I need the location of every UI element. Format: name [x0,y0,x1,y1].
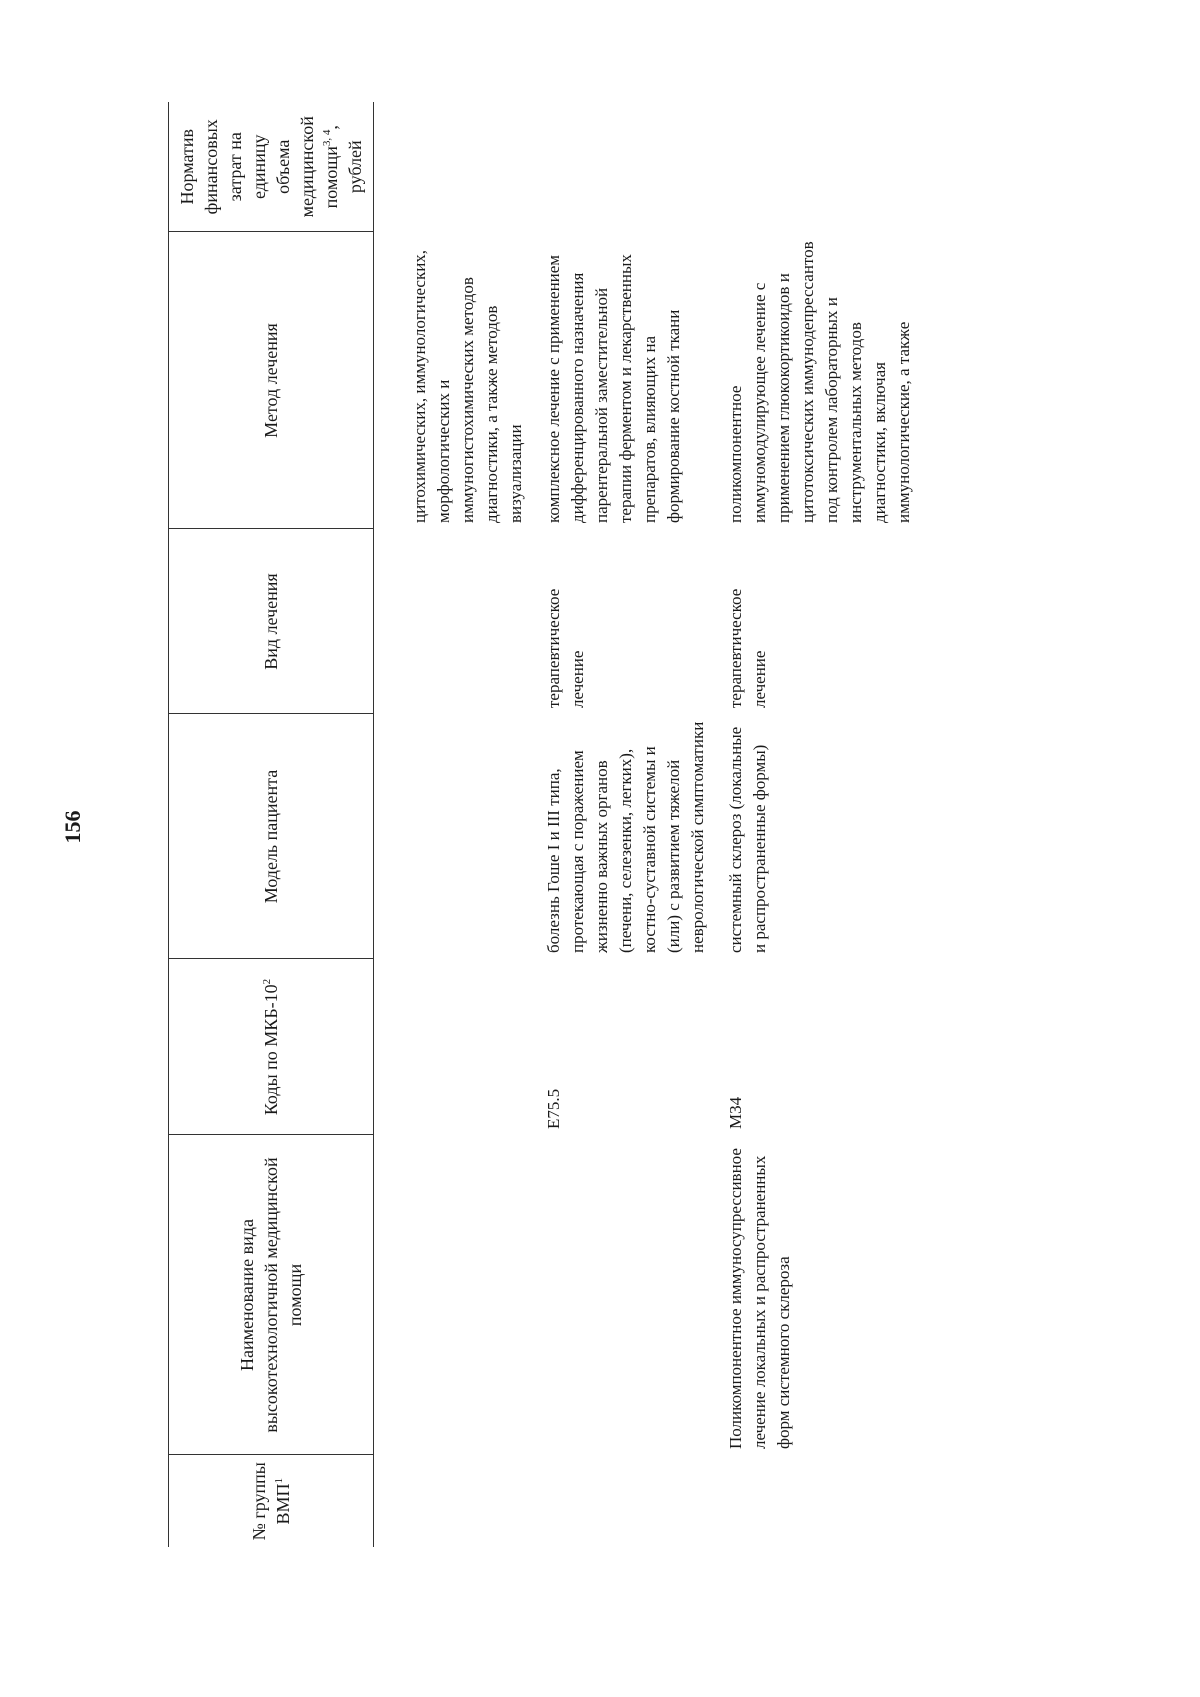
header-norm-sup: 3, 4 [321,129,333,147]
cell-method: поликомпонентное иммуномодулирующее лечение с применением глюкокортикоидов и цитотоксических иммунодепрессантов под контролем лабораторных и инструментальных методов диагностики, включая иммунологические, а также [726,241,913,523]
table-header-row [169,102,374,1547]
page-number: 156 [60,810,85,844]
table-row [720,102,926,1547]
cell-codes: M34 [726,1096,745,1129]
cell-name [538,1135,720,1455]
cell-norm [404,102,538,232]
table-row [404,102,538,1547]
spacer-row [374,102,405,1547]
header-norm-text: Норматив финансовых затрат на единицу объема медицинской помощи [177,116,341,218]
header-norm-tail: , рублей [321,125,365,194]
cell-name [404,1135,538,1455]
header-group-text: № группы ВМП [249,1462,293,1541]
vmp-table [168,102,926,1547]
header-group-sup: 1 [273,1478,285,1484]
cell-codes: E75.5 [544,1088,563,1129]
cell-group [538,1455,720,1547]
cell-model [404,714,538,959]
cell-group [404,1455,538,1547]
cell-group [720,1455,926,1547]
cell-name: Поликомпонентное иммуносупрессивное лечение локальных и распространенных форм системного склероза [726,1148,793,1449]
cell-norm [720,102,926,232]
header-model [169,714,374,959]
header-method [169,232,374,529]
header-treatment-type-text: Вид лечения [261,573,281,670]
header-group [169,1455,374,1547]
header-model-text: Модель пациента [261,769,281,904]
cell-norm [538,102,720,232]
cell-treatment-type [404,529,538,714]
cell-treatment-type: терапевтическое лечение [544,588,587,708]
cell-treatment-type: терапевтическое лечение [726,588,769,708]
header-norm [169,102,374,232]
cell-method: цитохимических, иммунологических, морфологических и иммуногистохимических методов диагностики, а также методов визуализации [410,249,525,523]
header-name [169,1135,374,1455]
header-treatment-type [169,529,374,714]
cell-method: комплексное лечение с применением дифференцированного назначения парентеральной заместительной терапии ферментом и лекарственных препаратов, влияющих на формирование костной ткани [544,254,683,523]
header-codes-text: Коды по МКБ-10 [261,984,281,1116]
header-name-text: Наименование вида высокотехнологичной медицинской помощи [237,1157,305,1433]
table-row [538,102,720,1547]
cell-model: системный склероз (локальные и распространенные формы) [726,726,769,953]
header-codes [169,959,374,1135]
header-codes-sup: 2 [261,978,273,985]
cell-codes [404,959,538,1135]
spacer-cell [374,102,405,1547]
cell-model: болезнь Гоше I и III типа, протекающая с поражением жизненно важных органов (печени, селезенки, легких), костно-суставной системы и (или) с развитием тяжелой неврологической симптоматики [544,721,707,953]
header-method-text: Метод лечения [261,323,281,438]
